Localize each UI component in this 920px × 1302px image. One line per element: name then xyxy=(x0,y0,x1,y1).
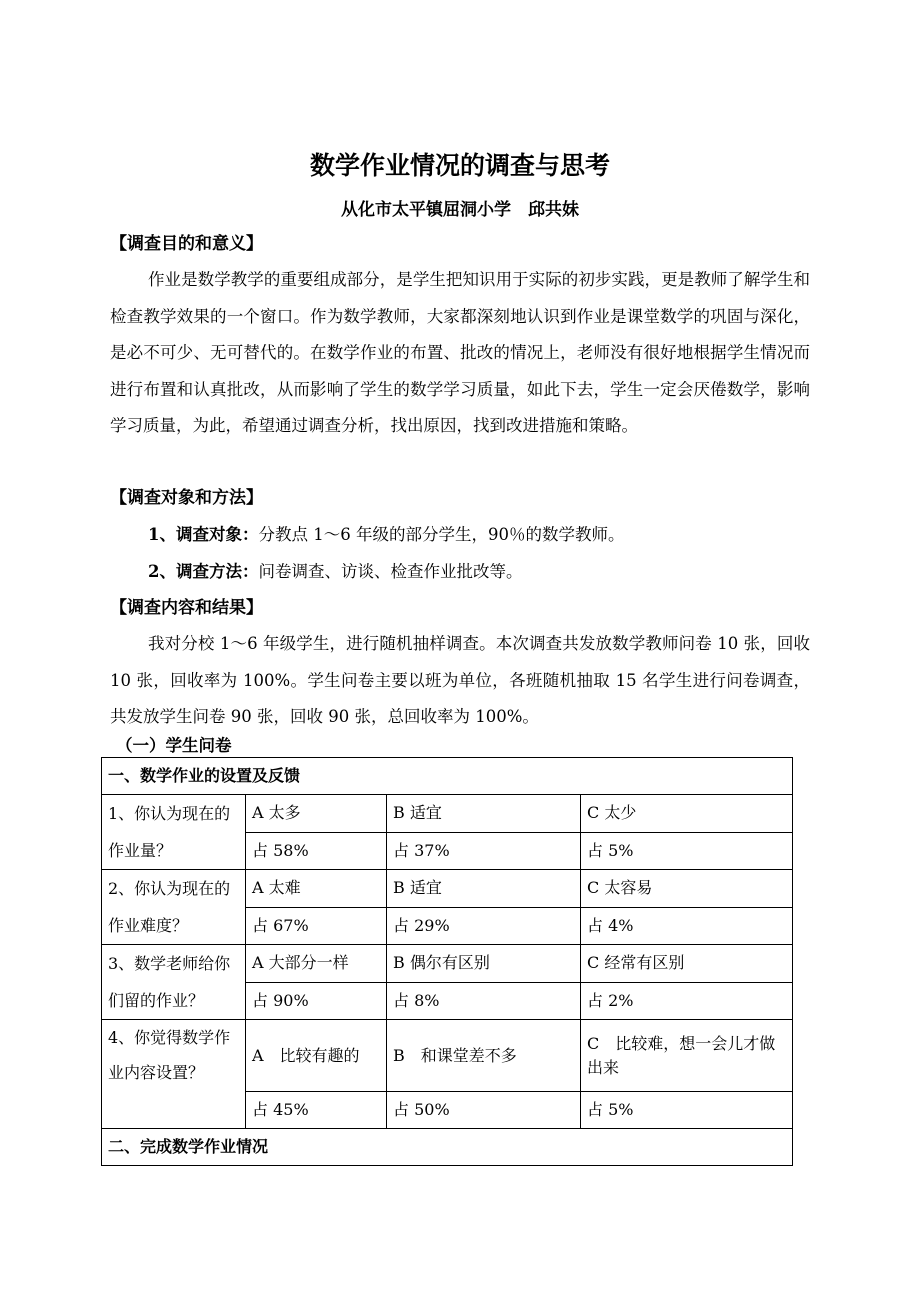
option-cell: C 太容易 xyxy=(581,870,793,908)
option-cell: A 大部分一样 xyxy=(246,945,387,983)
option-cell: C 太少 xyxy=(581,795,793,833)
item-subjects-text: 分教点 1～6 年级的部分学生，90％的数学教师。 xyxy=(258,525,625,544)
option-cell: A 太多 xyxy=(246,795,387,833)
result-cell: 占 8% xyxy=(387,982,581,1020)
result-cell: 占 4% xyxy=(581,907,793,945)
question-cell: 4、你觉得数学作业内容设置？ xyxy=(102,1020,246,1129)
item-subjects-label: 1、调查对象： xyxy=(148,525,259,544)
paragraph-content-results: 我对分校 1～6 年级学生，进行随机抽样调查。本次调查共发放数学教师问卷 10 张，回收 10 张，回收率为 100%。学生问卷主要以班为单位，各班随机抽取 15 名学生进行问卷调查，共发放学生问卷 90 张，回收 90 张，总回收率为 100%。 xyxy=(110,634,810,726)
result-cell: 占 5% xyxy=(581,1092,793,1129)
result-cell: 占 45% xyxy=(246,1092,387,1129)
result-cell: 占 2% xyxy=(581,982,793,1020)
question-cell: 3、数学老师给你们留的作业？ xyxy=(102,945,246,1020)
option-cell: A 太难 xyxy=(246,870,387,908)
survey-table xyxy=(101,757,793,1166)
option-cell: B 偶尔有区别 xyxy=(387,945,581,983)
option-cell: C 经常有区别 xyxy=(581,945,793,983)
heading-content-results: 【调查内容和结果】 xyxy=(110,598,263,618)
result-cell: 占 37% xyxy=(387,832,581,870)
section-title-2: 二、完成数学作业情况 xyxy=(102,1129,793,1166)
option-cell: C 比较难，想一会儿才做出来 xyxy=(581,1020,793,1092)
subheading-student-questionnaire: （一）学生问卷 xyxy=(116,736,232,755)
option-cell: A 比较有趣的 xyxy=(246,1020,387,1092)
option-cell: B 适宜 xyxy=(387,795,581,833)
result-cell: 占 5% xyxy=(581,832,793,870)
result-cell: 占 29% xyxy=(387,907,581,945)
page-title: 数学作业情况的调查与思考 xyxy=(309,151,610,180)
result-cell: 占 58% xyxy=(246,832,387,870)
table-row xyxy=(102,870,793,908)
option-cell: B 和课堂差不多 xyxy=(387,1020,581,1092)
item-subjects xyxy=(148,523,624,547)
table-section-row xyxy=(102,1129,793,1166)
item-methods-label: 2、调查方法： xyxy=(148,562,259,581)
item-methods xyxy=(148,560,522,584)
result-cell: 占 90% xyxy=(246,982,387,1020)
item-methods-text: 问卷调查、访谈、检查作业批改等。 xyxy=(258,562,523,581)
option-cell: B 适宜 xyxy=(387,870,581,908)
table-row xyxy=(102,1020,793,1092)
heading-purpose: 【调查目的和意义】 xyxy=(110,234,263,254)
table-row xyxy=(102,945,793,983)
question-cell: 1、你认为现在的作业量？ xyxy=(102,795,246,870)
result-cell: 占 67% xyxy=(246,907,387,945)
author-line: 从化市太平镇屈洞小学 邱共妹 xyxy=(341,200,579,220)
paragraph-purpose: 作业是数学教学的重要组成部分，是学生把知识用于实际的初步实践，更是教师了解学生和检查教学效果的一个窗口。作为数学教师，大家都深刻地认识到作业是课堂数学的巩固与深化，是必不可少、无可替代的。在数学作业的布置、批改的情况上，老师没有很好地根据学生情况而进行布置和认真批改，从而影响了学生的数学学习质量，如此下去，学生一定会厌倦数学，影响学习质量，为此，希望通过调查分析，找出原因，找到改进措施和策略。 xyxy=(110,270,810,435)
section-title-1: 一、数学作业的设置及反馈 xyxy=(102,758,793,795)
table-section-row xyxy=(102,758,793,795)
question-cell: 2、你认为现在的作业难度？ xyxy=(102,870,246,945)
result-cell: 占 50% xyxy=(387,1092,581,1129)
table-row xyxy=(102,795,793,833)
heading-subjects-methods: 【调查对象和方法】 xyxy=(110,488,263,508)
